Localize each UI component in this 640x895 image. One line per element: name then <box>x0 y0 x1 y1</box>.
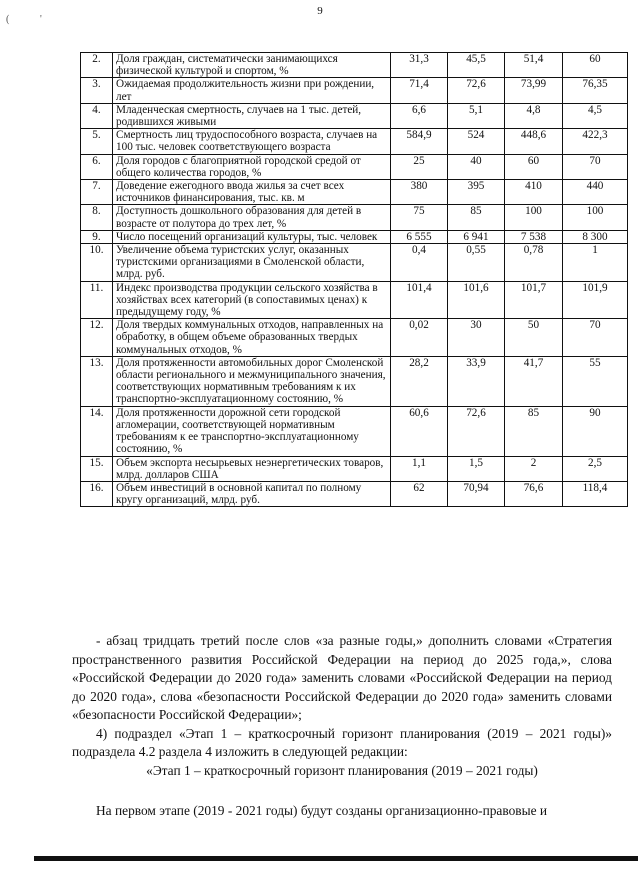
row-number-cell: 4. <box>81 103 113 128</box>
indicator-name-cell: Доля протяженности дорожной сети городской агломерации, соответствующей нормативным требованиям к ее транспортно-эксплуатационному состоянию, % <box>113 406 391 456</box>
table-row <box>81 129 628 154</box>
value-cell: 1 <box>563 244 628 282</box>
paragraph-stage-title: «Этап 1 – краткосрочный горизонт планирования (2019 – 2021 годы) <box>146 762 538 778</box>
table-row <box>81 205 628 230</box>
value-cell: 70 <box>563 319 628 357</box>
indicators-table <box>80 52 628 507</box>
indicators-table-body <box>81 53 628 507</box>
indicator-name-cell: Смертность лиц трудоспособного возраста, случаев на 100 тыс. человек соответствующего возраста <box>113 129 391 154</box>
row-number-cell: 7. <box>81 180 113 205</box>
bottom-border-line <box>34 856 638 861</box>
value-cell: 395 <box>448 180 505 205</box>
value-cell: 584,9 <box>391 129 448 154</box>
table-row <box>81 244 628 282</box>
value-cell: 0,02 <box>391 319 448 357</box>
value-cell: 75 <box>391 205 448 230</box>
value-cell: 41,7 <box>505 356 563 406</box>
value-cell: 2 <box>505 456 563 481</box>
value-cell: 71,4 <box>391 78 448 103</box>
value-cell: 85 <box>505 406 563 456</box>
value-cell: 60 <box>563 53 628 78</box>
value-cell: 28,2 <box>391 356 448 406</box>
table-row <box>81 456 628 481</box>
value-cell: 448,6 <box>505 129 563 154</box>
value-cell: 101,6 <box>448 281 505 319</box>
value-cell: 90 <box>563 406 628 456</box>
value-cell: 40 <box>448 154 505 179</box>
indicator-name-cell: Число посещений организаций культуры, тыс. человек <box>113 230 391 243</box>
value-cell: 33,9 <box>448 356 505 406</box>
table-row <box>81 180 628 205</box>
value-cell: 440 <box>563 180 628 205</box>
value-cell: 7 538 <box>505 230 563 243</box>
value-cell: 31,3 <box>391 53 448 78</box>
value-cell: 410 <box>505 180 563 205</box>
value-cell: 51,4 <box>505 53 563 78</box>
row-number-cell: 15. <box>81 456 113 481</box>
value-cell: 60 <box>505 154 563 179</box>
table-row <box>81 481 628 506</box>
value-cell: 45,5 <box>448 53 505 78</box>
indicator-name-cell: Доля протяженности автомобильных дорог Смоленской области регионального и межмуниципального значения, соответствующих нормативным требованиям к их транспортно-эксплуатационному состоянию, % <box>113 356 391 406</box>
value-cell: 101,4 <box>391 281 448 319</box>
row-number-cell: 14. <box>81 406 113 456</box>
value-cell: 118,4 <box>563 481 628 506</box>
table-row <box>81 319 628 357</box>
indicator-name-cell: Доля городов с благоприятной городской средой от общего количества городов, % <box>113 154 391 179</box>
value-cell: 524 <box>448 129 505 154</box>
paragraph-stage-start: На первом этапе (2019 - 2021 годы) будут созданы организационно-правовые и <box>96 803 548 818</box>
indicator-name-cell: Увеличение объема туристских услуг, оказанных туристскими организациями в Смоленской области, млрд. руб. <box>113 244 391 282</box>
row-number-cell: 11. <box>81 281 113 319</box>
table-row <box>81 406 628 456</box>
value-cell: 62 <box>391 481 448 506</box>
value-cell: 100 <box>563 205 628 230</box>
table-row <box>81 103 628 128</box>
table-row <box>81 154 628 179</box>
value-cell: 101,9 <box>563 281 628 319</box>
row-number-cell: 10. <box>81 244 113 282</box>
row-number-cell: 12. <box>81 319 113 357</box>
table-row <box>81 78 628 103</box>
value-cell: 0,55 <box>448 244 505 282</box>
value-cell: 6 941 <box>448 230 505 243</box>
value-cell: 70,94 <box>448 481 505 506</box>
indicator-name-cell: Объем экспорта несырьевых неэнергетических товаров, млрд. долларов США <box>113 456 391 481</box>
value-cell: 6 555 <box>391 230 448 243</box>
row-number-cell: 3. <box>81 78 113 103</box>
page-number: 9 <box>317 5 323 17</box>
row-number-cell: 6. <box>81 154 113 179</box>
scan-artifact: ( <box>6 14 10 25</box>
table-row <box>81 281 628 319</box>
indicator-name-cell: Доступность дошкольного образования для детей в возрасте от полутора до трех лет, % <box>113 205 391 230</box>
value-cell: 101,7 <box>505 281 563 319</box>
value-cell: 422,3 <box>563 129 628 154</box>
indicator-name-cell: Индекс производства продукции сельского хозяйства в хозяйствах всех категорий (в сопоставимых ценах) к предыдущему году, % <box>113 281 391 319</box>
value-cell: 85 <box>448 205 505 230</box>
value-cell: 76,6 <box>505 481 563 506</box>
value-cell: 4,5 <box>563 103 628 128</box>
indicator-name-cell: Младенческая смертность, случаев на 1 тыс. детей, родившихся живыми <box>113 103 391 128</box>
paragraph-amendment-4: 4) подраздел «Этап 1 – краткосрочный горизонт планирования (2019 – 2021 годы)» подраздела 4.2 раздела 4 изложить в следующей редакции: <box>72 725 612 759</box>
row-number-cell: 13. <box>81 356 113 406</box>
value-cell: 4,8 <box>505 103 563 128</box>
value-cell: 60,6 <box>391 406 448 456</box>
value-cell: 55 <box>563 356 628 406</box>
row-number-cell: 2. <box>81 53 113 78</box>
value-cell: 70 <box>563 154 628 179</box>
document-body <box>72 632 612 821</box>
paragraph-amendment-33: - абзац тридцать третий после слов «за разные годы,» дополнить словами «Стратегия пространственного развития Российской Федерации на период до 2025 года,», слова «Российской Федерации до 2020 года» заменить словами «Российской Федерации на период до 2020 года», слова «безопасности Российской Федерации до 2020 года» заменить словами «безопасности Российской Федерации»; <box>72 633 612 722</box>
value-cell: 72,6 <box>448 78 505 103</box>
row-number-cell: 16. <box>81 481 113 506</box>
value-cell: 50 <box>505 319 563 357</box>
table-row <box>81 356 628 406</box>
indicator-name-cell: Объем инвестиций в основной капитал по полному кругу организаций, млрд. руб. <box>113 481 391 506</box>
value-cell: 0,78 <box>505 244 563 282</box>
value-cell: 100 <box>505 205 563 230</box>
value-cell: 72,6 <box>448 406 505 456</box>
indicator-name-cell: Доля твердых коммунальных отходов, направленных на обработку, в общем объеме образованных твердых коммунальных отходов, % <box>113 319 391 357</box>
value-cell: 1,1 <box>391 456 448 481</box>
value-cell: 5,1 <box>448 103 505 128</box>
scan-artifact: ' <box>40 14 42 25</box>
value-cell: 76,35 <box>563 78 628 103</box>
value-cell: 380 <box>391 180 448 205</box>
row-number-cell: 8. <box>81 205 113 230</box>
value-cell: 30 <box>448 319 505 357</box>
paragraph-spacer <box>72 780 612 802</box>
indicator-name-cell: Доведение ежегодного ввода жилья за счет всех источников финансирования, тыс. кв. м <box>113 180 391 205</box>
indicator-name-cell: Ожидаемая продолжительность жизни при рождении, лет <box>113 78 391 103</box>
value-cell: 6,6 <box>391 103 448 128</box>
value-cell: 8 300 <box>563 230 628 243</box>
table-row <box>81 53 628 78</box>
row-number-cell: 9. <box>81 230 113 243</box>
value-cell: 2,5 <box>563 456 628 481</box>
row-number-cell: 5. <box>81 129 113 154</box>
indicator-name-cell: Доля граждан, систематически занимающихся физической культурой и спортом, % <box>113 53 391 78</box>
value-cell: 1,5 <box>448 456 505 481</box>
value-cell: 25 <box>391 154 448 179</box>
table-row <box>81 230 628 243</box>
value-cell: 73,99 <box>505 78 563 103</box>
value-cell: 0,4 <box>391 244 448 282</box>
